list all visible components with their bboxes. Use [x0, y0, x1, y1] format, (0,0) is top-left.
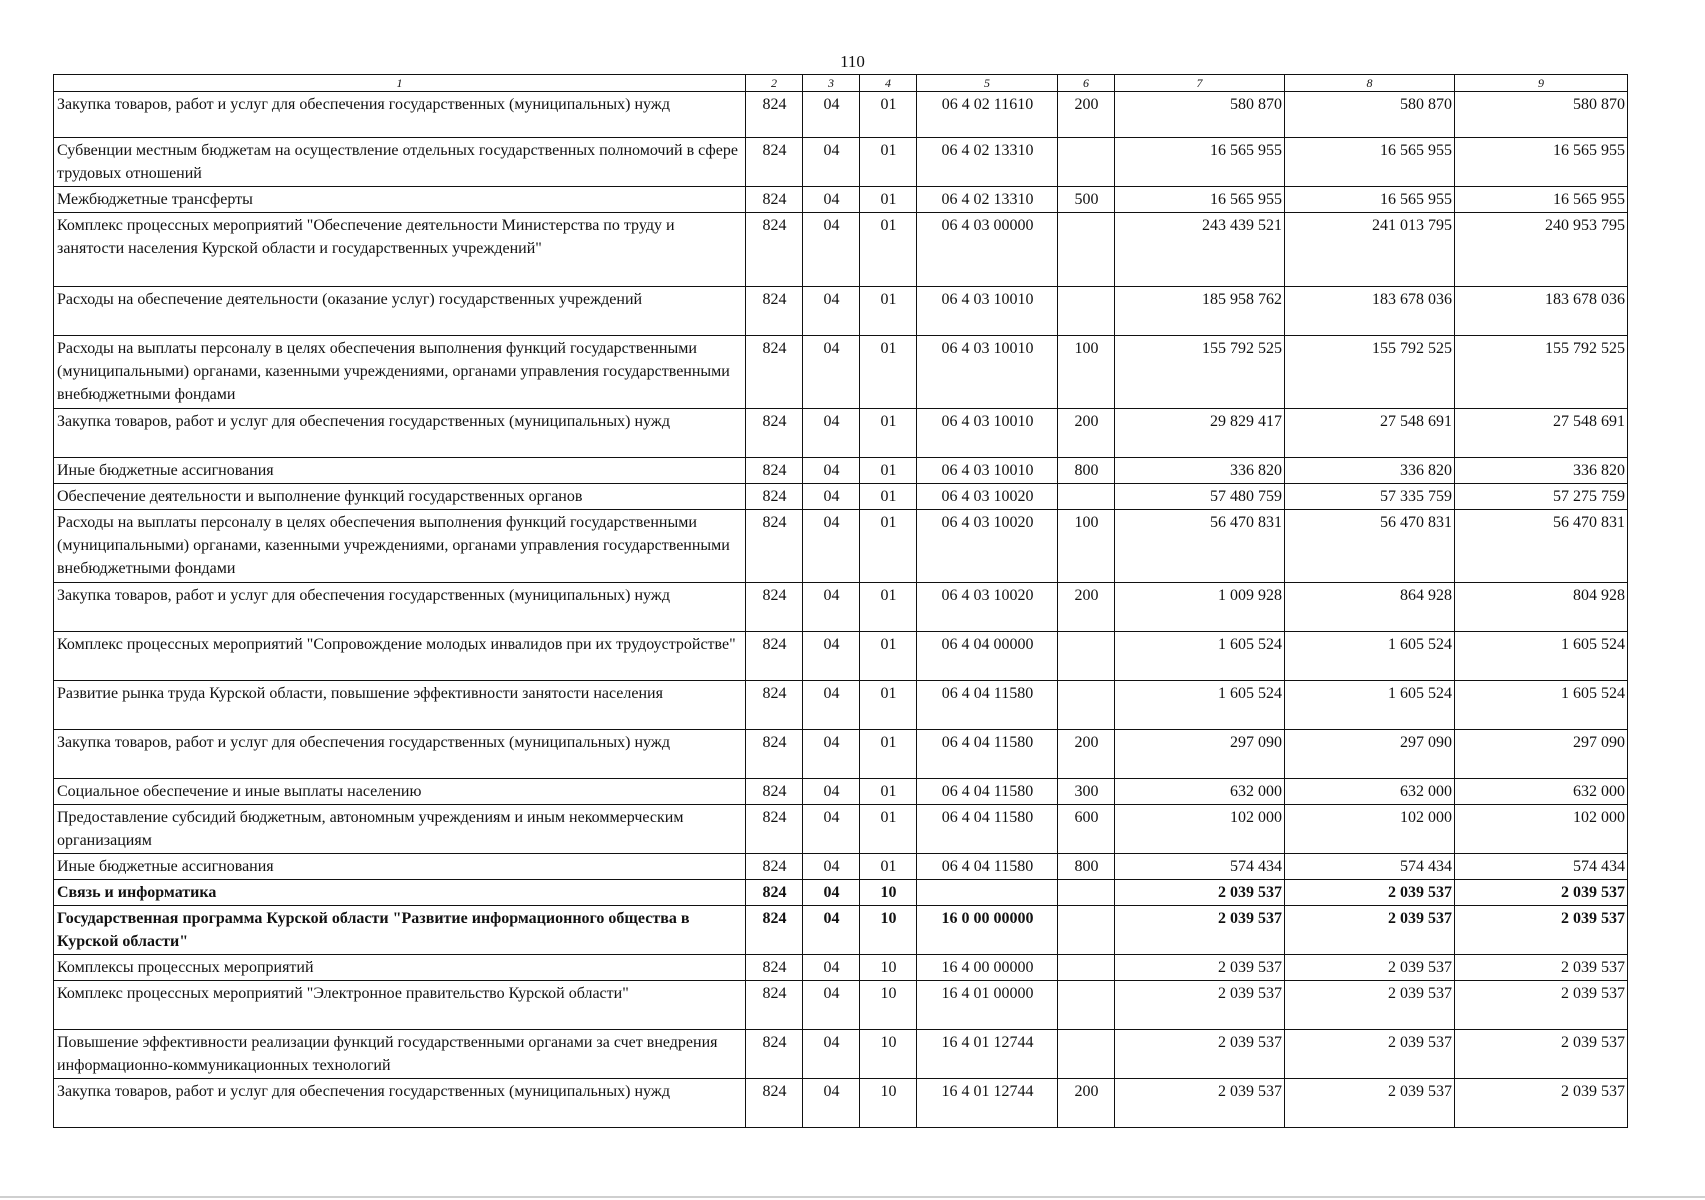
row-section-code: 04: [803, 681, 860, 730]
row-amount-col9: 57 275 759: [1455, 484, 1628, 510]
table-row: [54, 880, 1628, 906]
row-ministry-code: 824: [746, 730, 803, 779]
row-amount-col8: 2 039 537: [1285, 880, 1455, 906]
row-target-article: [917, 880, 1058, 906]
row-subsection-code: 01: [860, 510, 917, 583]
row-amount-col7: 155 792 525: [1115, 336, 1285, 409]
col-header-1: 1: [54, 75, 746, 92]
row-amount-col9: 27 548 691: [1455, 409, 1628, 458]
row-expense-type: [1058, 484, 1115, 510]
row-amount-col8: 580 870: [1285, 92, 1455, 138]
row-amount-col7: 2 039 537: [1115, 955, 1285, 981]
row-name: Государственная программа Курской области "Развитие информационного общества в Курской области": [54, 906, 746, 955]
row-amount-col8: 102 000: [1285, 805, 1455, 854]
page-number: 110: [840, 52, 865, 71]
row-amount-col9: 632 000: [1455, 779, 1628, 805]
row-section-code: 04: [803, 484, 860, 510]
row-name: Закупка товаров, работ и услуг для обеспечения государственных (муниципальных) нужд: [54, 583, 746, 632]
column-number-row: [54, 75, 1628, 92]
row-expense-type: 100: [1058, 510, 1115, 583]
table-row: [54, 458, 1628, 484]
table-row: [54, 213, 1628, 287]
row-subsection-code: 01: [860, 730, 917, 779]
row-expense-type: [1058, 213, 1115, 287]
row-expense-type: 800: [1058, 854, 1115, 880]
row-name: Развитие рынка труда Курской области, повышение эффективности занятости населения: [54, 681, 746, 730]
row-section-code: 04: [803, 880, 860, 906]
row-ministry-code: 824: [746, 336, 803, 409]
row-subsection-code: 01: [860, 681, 917, 730]
row-subsection-code: 01: [860, 484, 917, 510]
row-target-article: 06 4 04 11580: [917, 730, 1058, 779]
row-amount-col7: 1 605 524: [1115, 632, 1285, 681]
row-amount-col7: 2 039 537: [1115, 981, 1285, 1030]
row-subsection-code: 01: [860, 92, 917, 138]
row-target-article: 06 4 04 00000: [917, 632, 1058, 681]
row-expense-type: [1058, 906, 1115, 955]
row-expense-type: [1058, 880, 1115, 906]
row-amount-col7: 29 829 417: [1115, 409, 1285, 458]
row-target-article: 06 4 02 13310: [917, 187, 1058, 213]
row-expense-type: 800: [1058, 458, 1115, 484]
col-header-3: 3: [803, 75, 860, 92]
row-amount-col9: 240 953 795: [1455, 213, 1628, 287]
row-name: Закупка товаров, работ и услуг для обеспечения государственных (муниципальных) нужд: [54, 92, 746, 138]
col-header-7: 7: [1115, 75, 1285, 92]
row-subsection-code: 01: [860, 854, 917, 880]
row-amount-col7: 1 605 524: [1115, 681, 1285, 730]
row-name: Закупка товаров, работ и услуг для обеспечения государственных (муниципальных) нужд: [54, 1079, 746, 1128]
col-header-9: 9: [1455, 75, 1628, 92]
row-target-article: 06 4 03 00000: [917, 213, 1058, 287]
row-subsection-code: 01: [860, 632, 917, 681]
row-subsection-code: 01: [860, 336, 917, 409]
row-expense-type: [1058, 981, 1115, 1030]
table-body: [54, 92, 1628, 1128]
row-amount-col8: 2 039 537: [1285, 906, 1455, 955]
row-amount-col9: 804 928: [1455, 583, 1628, 632]
table-row: [54, 981, 1628, 1030]
table-row: [54, 1030, 1628, 1079]
row-amount-col7: 574 434: [1115, 854, 1285, 880]
row-target-article: 06 4 04 11580: [917, 681, 1058, 730]
row-section-code: 04: [803, 583, 860, 632]
row-amount-col7: 2 039 537: [1115, 1079, 1285, 1128]
row-amount-col7: 2 039 537: [1115, 1030, 1285, 1079]
row-section-code: 04: [803, 1079, 860, 1128]
row-subsection-code: 01: [860, 213, 917, 287]
row-ministry-code: 824: [746, 92, 803, 138]
row-section-code: 04: [803, 1030, 860, 1079]
row-expense-type: [1058, 1030, 1115, 1079]
row-amount-col7: 1 009 928: [1115, 583, 1285, 632]
row-ministry-code: 824: [746, 632, 803, 681]
row-amount-col8: 241 013 795: [1285, 213, 1455, 287]
row-amount-col9: 580 870: [1455, 92, 1628, 138]
table-row: [54, 681, 1628, 730]
row-target-article: 06 4 03 10020: [917, 484, 1058, 510]
row-section-code: 04: [803, 779, 860, 805]
row-section-code: 04: [803, 906, 860, 955]
table-row: [54, 779, 1628, 805]
table-row: [54, 906, 1628, 955]
row-amount-col8: 155 792 525: [1285, 336, 1455, 409]
row-amount-col8: 336 820: [1285, 458, 1455, 484]
row-target-article: 16 4 01 12744: [917, 1030, 1058, 1079]
row-amount-col8: 574 434: [1285, 854, 1455, 880]
row-amount-col9: 2 039 537: [1455, 981, 1628, 1030]
table-row: [54, 187, 1628, 213]
row-amount-col9: 574 434: [1455, 854, 1628, 880]
row-subsection-code: 10: [860, 1030, 917, 1079]
row-amount-col7: 185 958 762: [1115, 287, 1285, 336]
row-target-article: 06 4 04 11580: [917, 805, 1058, 854]
row-amount-col8: 2 039 537: [1285, 955, 1455, 981]
table-row: [54, 287, 1628, 336]
row-amount-col8: 16 565 955: [1285, 187, 1455, 213]
row-section-code: 04: [803, 287, 860, 336]
table-row: [54, 955, 1628, 981]
row-amount-col7: 297 090: [1115, 730, 1285, 779]
row-amount-col9: 2 039 537: [1455, 880, 1628, 906]
row-amount-col9: 16 565 955: [1455, 138, 1628, 187]
row-section-code: 04: [803, 138, 860, 187]
row-subsection-code: 01: [860, 409, 917, 458]
row-ministry-code: 824: [746, 138, 803, 187]
row-amount-col9: 2 039 537: [1455, 906, 1628, 955]
row-expense-type: 100: [1058, 336, 1115, 409]
row-amount-col9: 183 678 036: [1455, 287, 1628, 336]
row-target-article: 06 4 03 10010: [917, 458, 1058, 484]
row-name: Социальное обеспечение и иные выплаты населению: [54, 779, 746, 805]
row-amount-col7: 632 000: [1115, 779, 1285, 805]
row-amount-col9: 2 039 537: [1455, 1030, 1628, 1079]
row-amount-col8: 297 090: [1285, 730, 1455, 779]
row-ministry-code: 824: [746, 906, 803, 955]
row-expense-type: 200: [1058, 583, 1115, 632]
row-amount-col9: 16 565 955: [1455, 187, 1628, 213]
row-ministry-code: 824: [746, 187, 803, 213]
row-subsection-code: 10: [860, 906, 917, 955]
row-expense-type: [1058, 138, 1115, 187]
row-amount-col8: 183 678 036: [1285, 287, 1455, 336]
row-amount-col8: 2 039 537: [1285, 1030, 1455, 1079]
row-target-article: 06 4 03 10020: [917, 510, 1058, 583]
row-name: Комплекс процессных мероприятий "Электронное правительство Курской области": [54, 981, 746, 1030]
row-section-code: 04: [803, 510, 860, 583]
row-target-article: 06 4 04 11580: [917, 779, 1058, 805]
row-ministry-code: 824: [746, 583, 803, 632]
row-amount-col7: 2 039 537: [1115, 906, 1285, 955]
row-section-code: 04: [803, 730, 860, 779]
row-section-code: 04: [803, 458, 860, 484]
row-subsection-code: 01: [860, 138, 917, 187]
budget-table: [53, 74, 1628, 1128]
row-subsection-code: 01: [860, 583, 917, 632]
row-amount-col7: 2 039 537: [1115, 880, 1285, 906]
table-row: [54, 92, 1628, 138]
row-ministry-code: 824: [746, 409, 803, 458]
row-amount-col8: 57 335 759: [1285, 484, 1455, 510]
row-amount-col8: 2 039 537: [1285, 981, 1455, 1030]
row-name: Обеспечение деятельности и выполнение функций государственных органов: [54, 484, 746, 510]
row-subsection-code: 01: [860, 458, 917, 484]
row-name: Расходы на выплаты персоналу в целях обеспечения выполнения функций государственными (муниципальными) органами, казенными учреждениями, органами управления государственными внебюджетными фондами: [54, 510, 746, 583]
row-expense-type: 300: [1058, 779, 1115, 805]
row-name: Иные бюджетные ассигнования: [54, 458, 746, 484]
row-subsection-code: 01: [860, 779, 917, 805]
row-ministry-code: 824: [746, 510, 803, 583]
row-name: Закупка товаров, работ и услуг для обеспечения государственных (муниципальных) нужд: [54, 730, 746, 779]
table-row: [54, 730, 1628, 779]
row-amount-col7: 16 565 955: [1115, 187, 1285, 213]
row-ministry-code: 824: [746, 854, 803, 880]
table-row: [54, 138, 1628, 187]
row-target-article: 06 4 02 13310: [917, 138, 1058, 187]
row-section-code: 04: [803, 805, 860, 854]
row-subsection-code: 01: [860, 805, 917, 854]
row-target-article: 16 4 00 00000: [917, 955, 1058, 981]
row-target-article: 06 4 03 10010: [917, 287, 1058, 336]
table-row: [54, 409, 1628, 458]
row-target-article: 06 4 04 11580: [917, 854, 1058, 880]
row-name: Закупка товаров, работ и услуг для обеспечения государственных (муниципальных) нужд: [54, 409, 746, 458]
row-expense-type: 200: [1058, 92, 1115, 138]
row-name: Связь и информатика: [54, 880, 746, 906]
row-ministry-code: 824: [746, 458, 803, 484]
row-subsection-code: 10: [860, 981, 917, 1030]
row-ministry-code: 824: [746, 1079, 803, 1128]
row-amount-col9: 1 605 524: [1455, 681, 1628, 730]
row-section-code: 04: [803, 955, 860, 981]
row-expense-type: [1058, 287, 1115, 336]
row-amount-col9: 336 820: [1455, 458, 1628, 484]
table-row: [54, 1079, 1628, 1128]
row-subsection-code: 10: [860, 1079, 917, 1128]
row-subsection-code: 10: [860, 955, 917, 981]
row-name: Межбюджетные трансферты: [54, 187, 746, 213]
row-amount-col9: 297 090: [1455, 730, 1628, 779]
row-ministry-code: 824: [746, 287, 803, 336]
row-amount-col9: 56 470 831: [1455, 510, 1628, 583]
table-row: [54, 854, 1628, 880]
row-amount-col8: 2 039 537: [1285, 1079, 1455, 1128]
row-amount-col8: 864 928: [1285, 583, 1455, 632]
row-target-article: 16 0 00 00000: [917, 906, 1058, 955]
row-section-code: 04: [803, 981, 860, 1030]
row-amount-col8: 632 000: [1285, 779, 1455, 805]
row-amount-col9: 1 605 524: [1455, 632, 1628, 681]
row-expense-type: 600: [1058, 805, 1115, 854]
table-row: [54, 510, 1628, 583]
col-header-4: 4: [860, 75, 917, 92]
col-header-8: 8: [1285, 75, 1455, 92]
col-header-2: 2: [746, 75, 803, 92]
row-name: Комплексы процессных мероприятий: [54, 955, 746, 981]
row-ministry-code: 824: [746, 981, 803, 1030]
row-amount-col9: 102 000: [1455, 805, 1628, 854]
scan-edge: [0, 1196, 1705, 1198]
row-expense-type: [1058, 681, 1115, 730]
row-amount-col7: 243 439 521: [1115, 213, 1285, 287]
row-section-code: 04: [803, 187, 860, 213]
row-amount-col9: 2 039 537: [1455, 955, 1628, 981]
row-amount-col7: 57 480 759: [1115, 484, 1285, 510]
col-header-6: 6: [1058, 75, 1115, 92]
row-amount-col8: 1 605 524: [1285, 632, 1455, 681]
table-row: [54, 583, 1628, 632]
row-target-article: 16 4 01 00000: [917, 981, 1058, 1030]
row-section-code: 04: [803, 409, 860, 458]
row-expense-type: 200: [1058, 730, 1115, 779]
row-amount-col8: 16 565 955: [1285, 138, 1455, 187]
row-subsection-code: 01: [860, 287, 917, 336]
row-ministry-code: 824: [746, 805, 803, 854]
row-amount-col8: 27 548 691: [1285, 409, 1455, 458]
row-target-article: 06 4 03 10020: [917, 583, 1058, 632]
row-section-code: 04: [803, 854, 860, 880]
row-name: Расходы на обеспечение деятельности (оказание услуг) государственных учреждений: [54, 287, 746, 336]
row-name: Комплекс процессных мероприятий "Обеспечение деятельности Министерства по труду и занятости населения Курской области и государственных учреждений": [54, 213, 746, 287]
row-expense-type: 500: [1058, 187, 1115, 213]
row-amount-col7: 580 870: [1115, 92, 1285, 138]
row-section-code: 04: [803, 336, 860, 409]
row-target-article: 06 4 03 10010: [917, 409, 1058, 458]
row-subsection-code: 01: [860, 187, 917, 213]
row-ministry-code: 824: [746, 1030, 803, 1079]
row-expense-type: [1058, 955, 1115, 981]
row-target-article: 06 4 02 11610: [917, 92, 1058, 138]
row-name: Повышение эффективности реализации функций государственными органами за счет внедрения информационно-коммуникационных технологий: [54, 1030, 746, 1079]
row-section-code: 04: [803, 213, 860, 287]
row-section-code: 04: [803, 632, 860, 681]
table-row: [54, 484, 1628, 510]
row-section-code: 04: [803, 92, 860, 138]
row-ministry-code: 824: [746, 955, 803, 981]
row-amount-col9: 155 792 525: [1455, 336, 1628, 409]
col-header-5: 5: [917, 75, 1058, 92]
row-target-article: 06 4 03 10010: [917, 336, 1058, 409]
table-row: [54, 336, 1628, 409]
row-target-article: 16 4 01 12744: [917, 1079, 1058, 1128]
row-amount-col7: 56 470 831: [1115, 510, 1285, 583]
row-amount-col7: 16 565 955: [1115, 138, 1285, 187]
row-amount-col7: 336 820: [1115, 458, 1285, 484]
row-name: Субвенции местным бюджетам на осуществление отдельных государственных полномочий в сфере трудовых отношений: [54, 138, 746, 187]
row-amount-col8: 56 470 831: [1285, 510, 1455, 583]
row-name: Иные бюджетные ассигнования: [54, 854, 746, 880]
table-row: [54, 632, 1628, 681]
row-expense-type: [1058, 632, 1115, 681]
row-name: Предоставление субсидий бюджетным, автономным учреждениям и иным некоммерческим организациям: [54, 805, 746, 854]
row-amount-col9: 2 039 537: [1455, 1079, 1628, 1128]
row-expense-type: 200: [1058, 409, 1115, 458]
row-ministry-code: 824: [746, 681, 803, 730]
row-expense-type: 200: [1058, 1079, 1115, 1128]
row-subsection-code: 10: [860, 880, 917, 906]
row-amount-col7: 102 000: [1115, 805, 1285, 854]
row-name: Комплекс процессных мероприятий "Сопровождение молодых инвалидов при их трудоустройстве": [54, 632, 746, 681]
table-row: [54, 805, 1628, 854]
row-ministry-code: 824: [746, 484, 803, 510]
row-ministry-code: 824: [746, 213, 803, 287]
row-ministry-code: 824: [746, 779, 803, 805]
row-name: Расходы на выплаты персоналу в целях обеспечения выполнения функций государственными (муниципальными) органами, казенными учреждениями, органами управления государственными внебюджетными фондами: [54, 336, 746, 409]
row-ministry-code: 824: [746, 880, 803, 906]
row-amount-col8: 1 605 524: [1285, 681, 1455, 730]
